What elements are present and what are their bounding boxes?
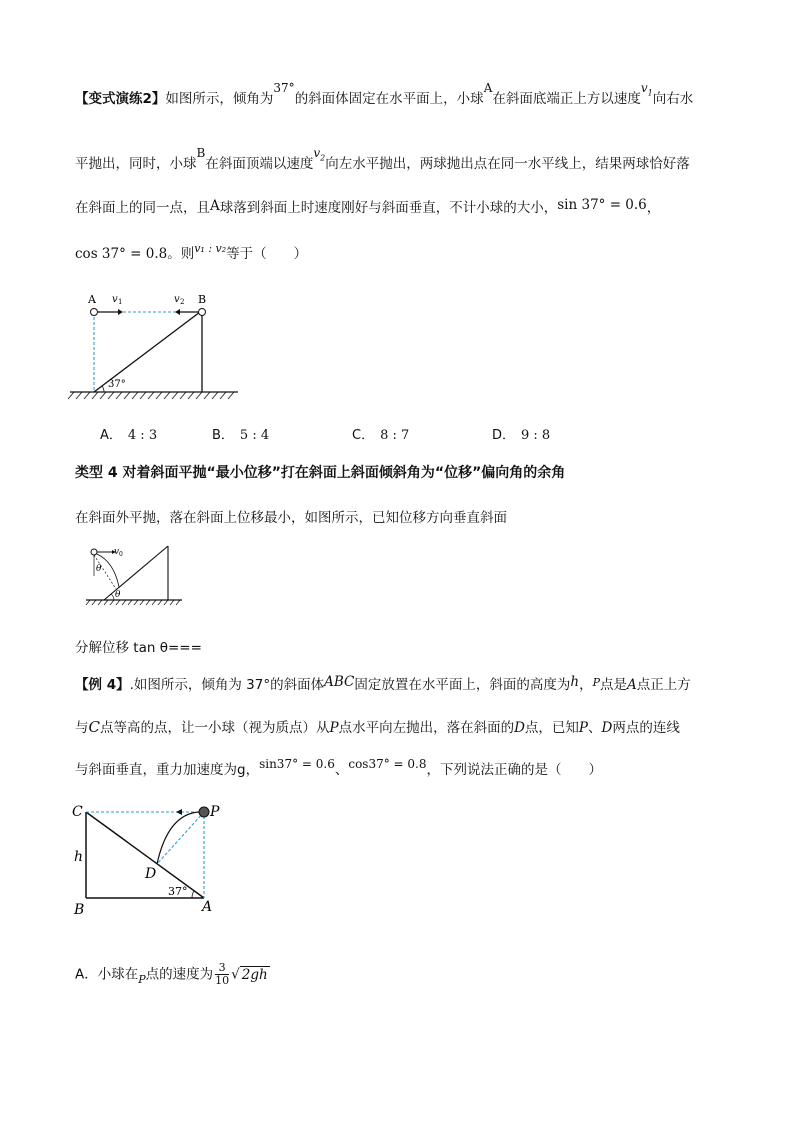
option-B[interactable]: B． 5 : 4 xyxy=(212,428,270,443)
svg-text:θ: θ xyxy=(115,590,121,600)
figure-3-example4 xyxy=(68,798,228,920)
decompose-displacement: 分解位移 tan θ=== xyxy=(75,640,202,656)
example4-line1: 【例 4】.如图所示，倾角为 37°的斜面体ABC固定放置在水平面上，斜面的高度为h，$^P$点是A点正上方 xyxy=(75,674,691,693)
svg-text:v: v xyxy=(112,294,118,305)
svg-text:v: v xyxy=(174,294,180,305)
label-h: h xyxy=(74,849,84,865)
label-A: A xyxy=(202,899,213,915)
figure-2-min-displacement xyxy=(86,542,186,608)
svg-text:v: v xyxy=(114,547,120,557)
option-D[interactable]: D． 9 : 8 xyxy=(492,428,551,443)
svg-text:1: 1 xyxy=(118,298,123,306)
svg-text:2: 2 xyxy=(180,298,185,306)
problem1-line4: cos 37° = 0.8。则$^{v_1 : v_2}$等于（ ） xyxy=(75,242,308,262)
problem1-line2: 平抛出，同时，小球B在斜面顶端以速度$v_2$向左水平抛出，两球抛出点在同一水平线上，结果两球恰好落 xyxy=(75,146,690,172)
option-C[interactable]: C． 8 : 7 xyxy=(352,428,410,443)
example4-line3: 与斜面垂直，重力加速度为g，sin37° = 0.6、cos37° = 0.8，下列说法正确的是（ ） xyxy=(75,757,602,778)
option-A[interactable]: A． 4 : 3 xyxy=(100,428,158,443)
figure-1-incline xyxy=(70,288,240,403)
label-P: P xyxy=(210,804,220,820)
label-C: C xyxy=(72,804,83,820)
svg-text:0: 0 xyxy=(119,551,123,558)
problem1-line3: 在斜面上的同一点，且A球落到斜面上时速度刚好与斜面垂直，不计小球的大小，sin 37° = 0.6， xyxy=(75,197,661,216)
label-B: B xyxy=(74,902,85,918)
angle-label: 37° xyxy=(108,379,126,390)
problem1-line1: 【变式演练2】如图所示，倾角为37°的斜面体固定在水平面上，小球A在斜面底端正上方以速度$v_1$向右水 xyxy=(75,81,694,107)
svg-text:θ: θ xyxy=(96,564,102,574)
example4-line2: 与C点等高的点，让一小球（视为质点）从P点水平向左抛出，落在斜面的D点，已知P、D两点的连线 xyxy=(75,718,680,736)
label-B: B xyxy=(198,293,207,306)
angle-37: 37° xyxy=(168,885,188,898)
fraction-3-10: $\frac{3}{10}$ xyxy=(215,961,230,987)
label-D: D xyxy=(145,866,157,882)
type4-description: 在斜面外平抛，落在斜面上位移最小，如图所示，已知位移方向垂直斜面 xyxy=(75,510,507,526)
problem-tag: 【变式演练2】 xyxy=(75,91,166,107)
label-A: A xyxy=(88,293,96,306)
type4-heading: 类型 4 对着斜面平抛“最小位移”打在斜面上斜面倾斜角为“位移”偏向角的余角 xyxy=(75,465,566,481)
example4-option-A[interactable]: A．小球在$_P$点的速度为 $\frac{3}{10}$ √ 2gh xyxy=(75,961,268,987)
